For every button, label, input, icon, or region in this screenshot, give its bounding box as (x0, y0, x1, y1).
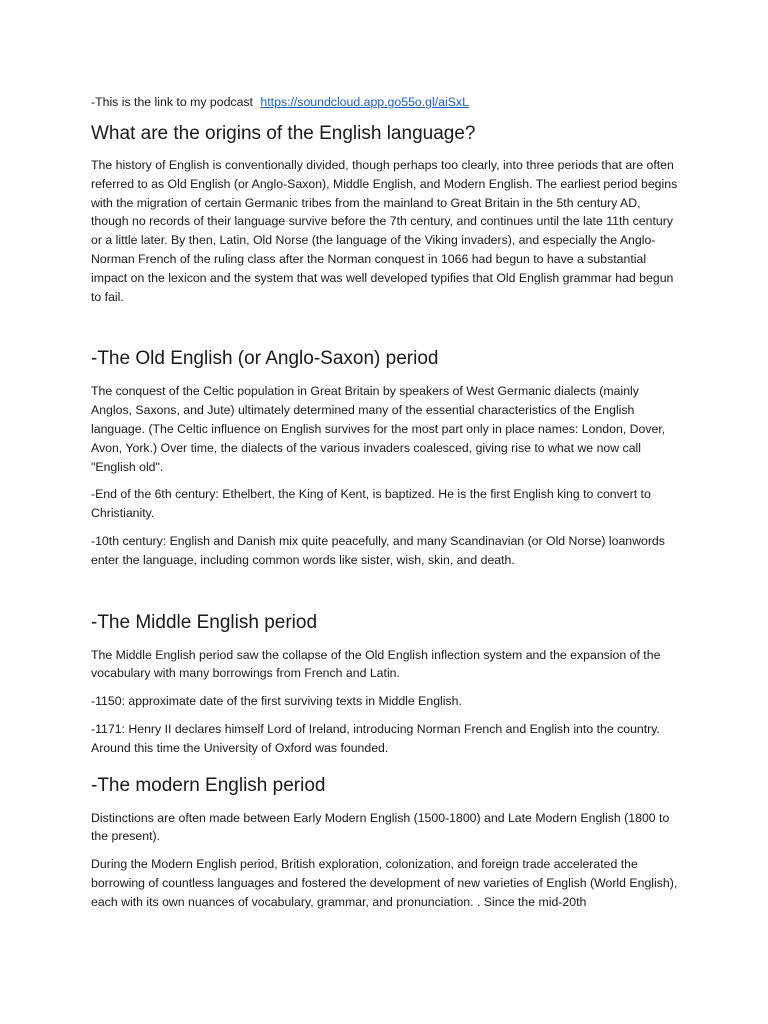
podcast-link[interactable]: https://soundcloud.app.go55o.gl/aiSxL (260, 95, 469, 109)
modern-english-paragraph-2: During the Modern English period, British exploration, colonization, and foreign trade accelerated the borrowing of countless languages and fostered the development of new varieties of English (World English), each with its own nuances of vocabulary, grammar, and pronunciation. . Since the mid-20th (91, 857, 678, 909)
document-title: What are the origins of the English language? (91, 123, 476, 144)
modern-english-heading: -The modern English period (91, 774, 326, 796)
old-english-heading: -The Old English (or Anglo-Saxon) period (91, 348, 439, 370)
old-english-event-6th-century: -End of the 6th century: Ethelbert, the King of Kent, is baptized. He is the first English king to convert to Christianity. (91, 487, 651, 521)
spacer (91, 315, 681, 346)
middle-english-paragraph: The Middle English period saw the collapse of the Old English inflection system and the expansion of the vocabulary with many borrowings from French and Latin. (91, 647, 661, 681)
middle-english-event-1171: -1171: Henry II declares himself Lord of Ireland, introducing Norman French and English into the country. Around this time the University of Oxford was founded. (91, 721, 660, 755)
old-english-event-10th-century: -10th century: English and Danish mix quite peacefully, and many Scandinavian (or Old Norse) loanwords enter the language, including common words like sister, wish, skin, and death. (91, 533, 665, 567)
old-english-paragraph: The conquest of the Celtic population in Great Britain by speakers of West Germanic dialects (mainly Anglos, Saxons, and Jute) ultimately determined many of the essential characteristics of the English language. (The Celtic influence on English survives for the most part only in place names: London, Dover, Avon, York.) Over time, the dialects of the various invaders coalesced, giving rise to what we now call "English old". (91, 384, 666, 474)
podcast-intro (91, 93, 681, 112)
document-page (91, 93, 681, 921)
podcast-intro-text: -This is the link to my podcast (91, 95, 253, 109)
middle-english-heading: -The Middle English period (91, 611, 318, 633)
middle-english-event-1150: -1150: approximate date of the first surviving texts in Middle English. (91, 694, 462, 709)
spacer (91, 579, 681, 610)
modern-english-paragraph: Distinctions are often made between Early Modern English (1500-1800) and Late Modern English (1800 to the present). (91, 810, 670, 844)
origins-paragraph: The history of English is conventionally divided, though perhaps too clearly, into three periods that are often referred to as Old English (or Anglo-Saxon), Middle English, and Modern English. The earliest period begins with the migration of certain Germanic tribes from the mainland to Great Britain in the 5th century AD, though no records of their language survive before the 7th century, and continues until the late 11th century or a little later. By then, Latin, Old Norse (the language of the Viking invaders), and especially the Anglo-Norman French of the ruling class after the Norman conquest in 1066 had begun to have a substantial impact on the lexicon and the system that was well developed typifies that Old English grammar had begun to fail. (91, 158, 678, 304)
